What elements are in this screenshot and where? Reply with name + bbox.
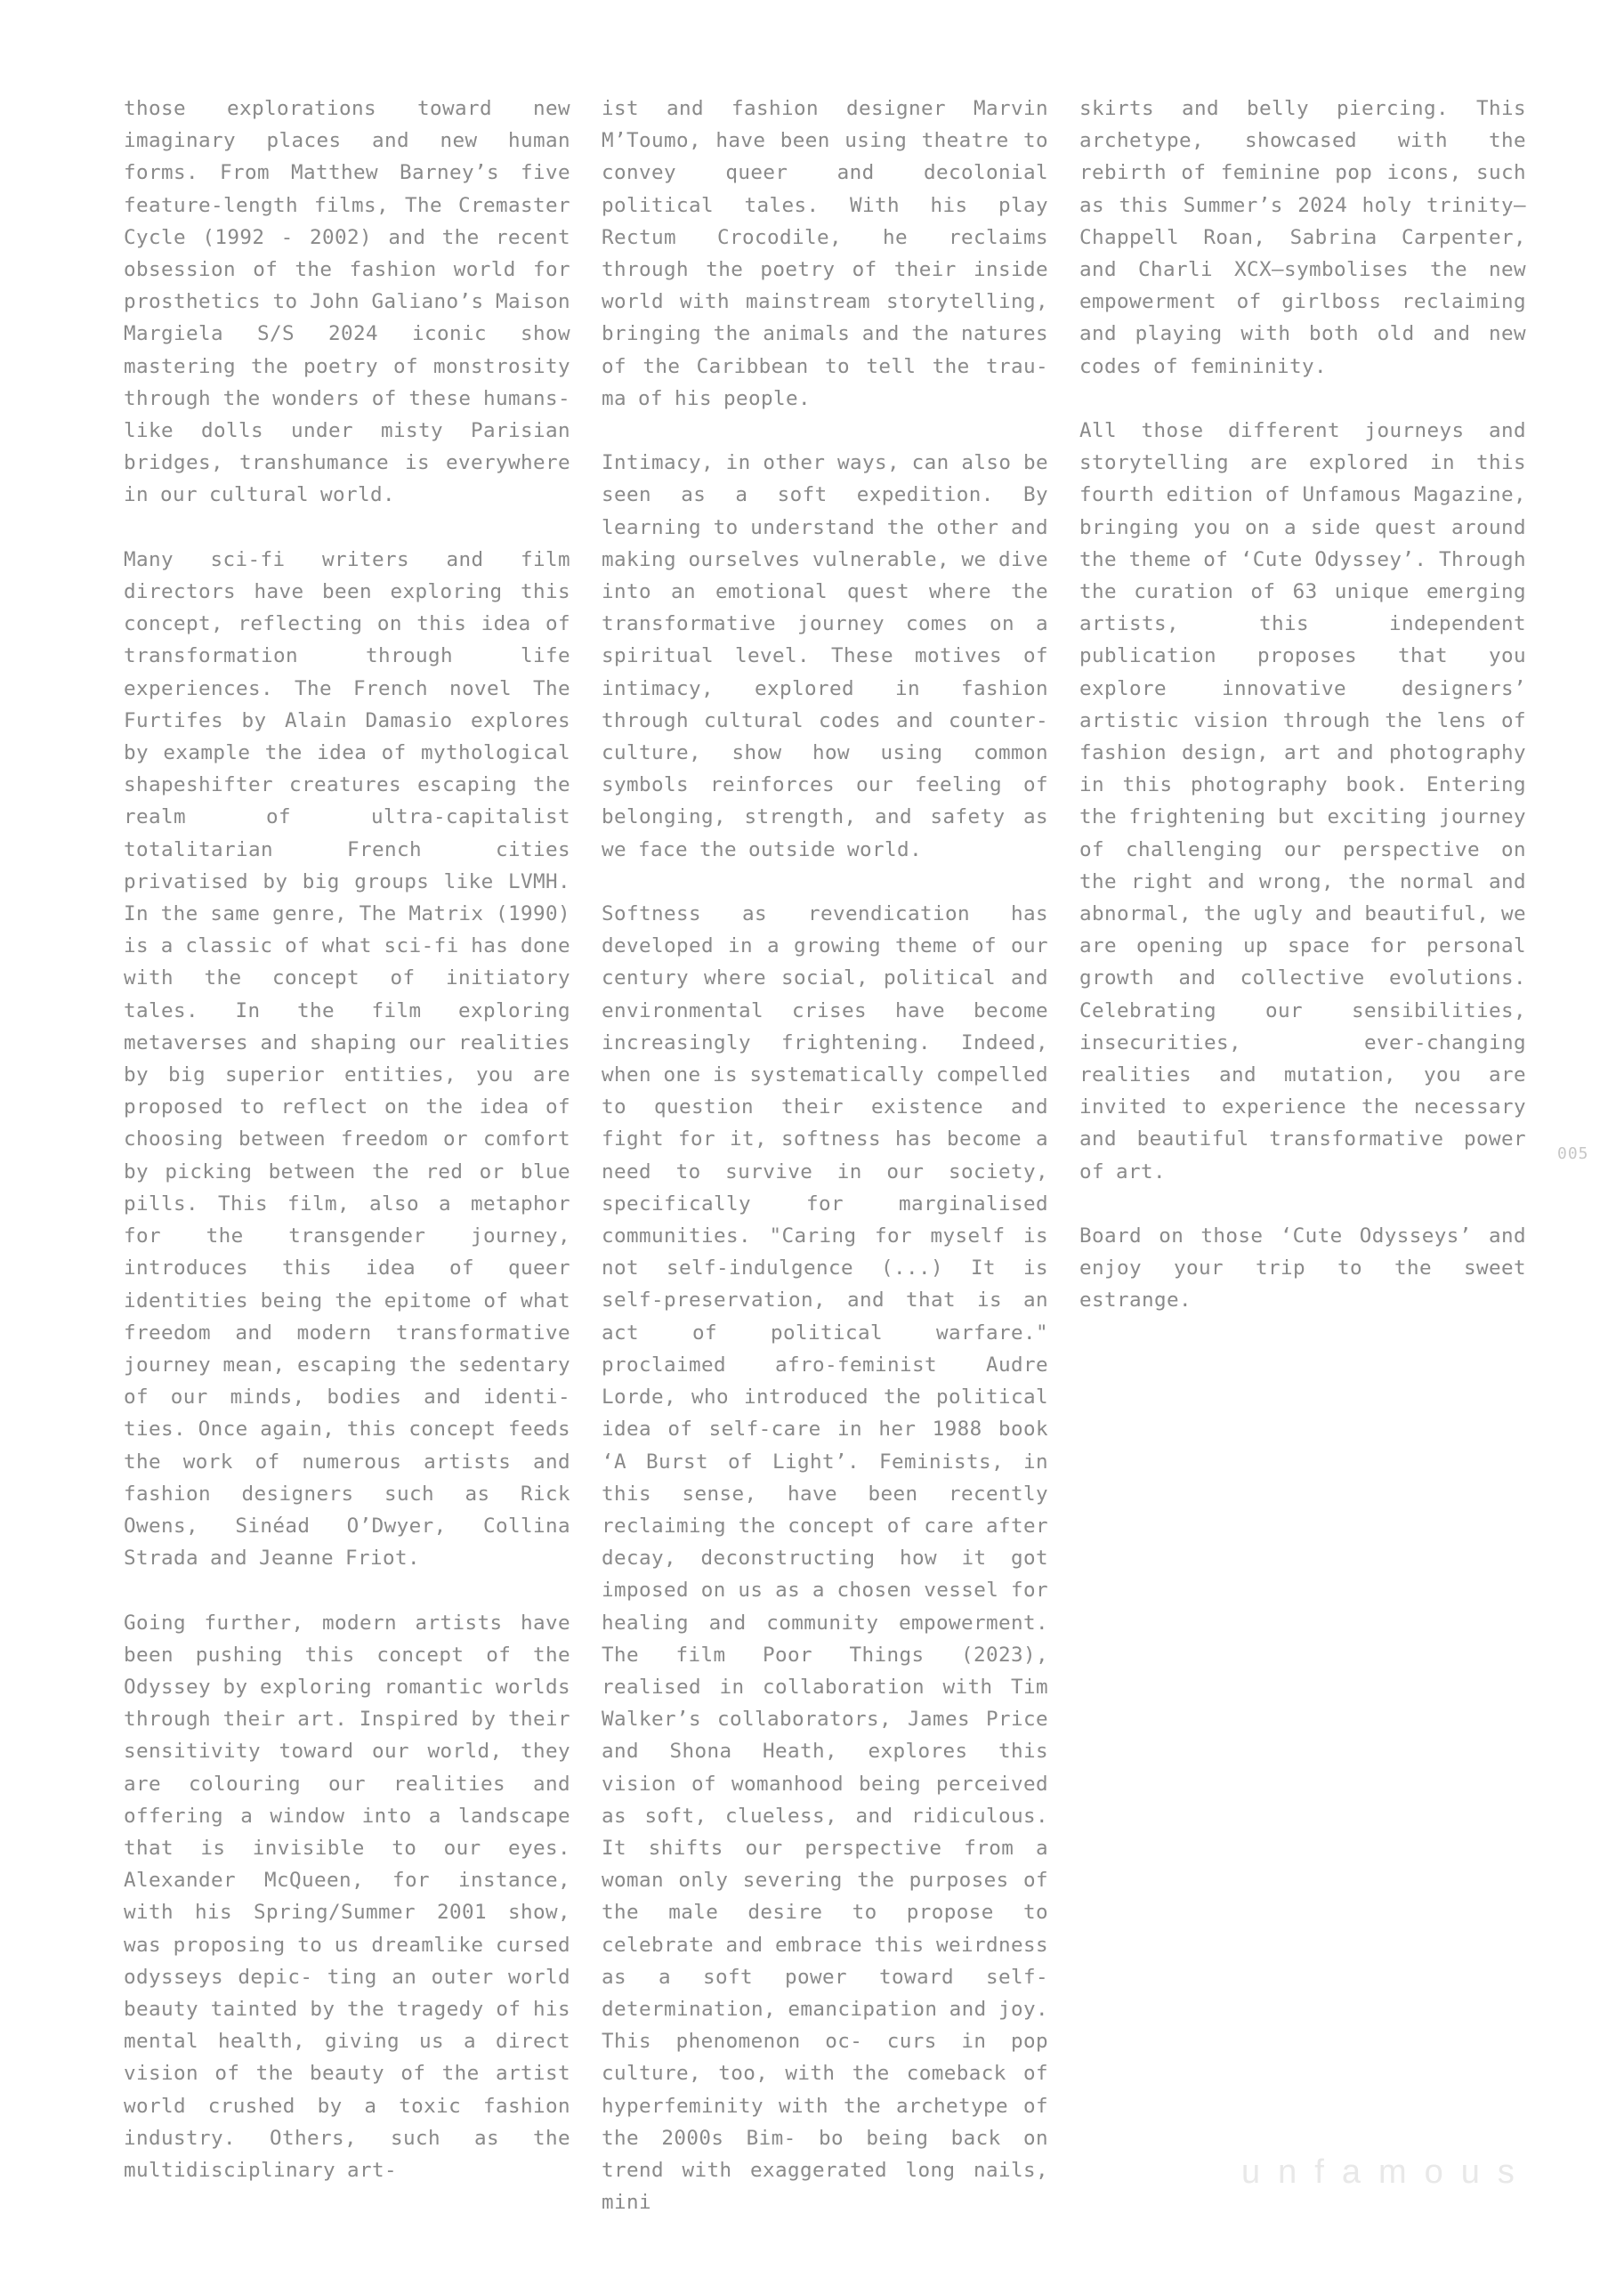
brand-wordmark: unfamous	[1241, 2153, 1532, 2191]
text-column-1	[124, 93, 570, 2218]
page-number: 005	[1557, 1144, 1589, 1163]
text-column-3	[1079, 93, 1526, 1349]
paragraph: Intimacy, in other ways, can also be seen as a soft expedition. By learning to understand the other and making ourselves vulnerable, we dive into an emotional quest where the transformative journey comes on a spiritual level. These motives of intimacy, explored in fashion through cultural codes and counter-culture, show how using common symbols reinforces our feeling of belonging, strength, and safety as we face the outside world.	[602, 451, 1048, 861]
paragraph: ist and fashion designer Marvin M’Toumo, have been using theatre to convey queer and decolonial political tales. With his play Rectum Crocodile, he reclaims through the poetry of their inside world with mainstream storytelling, bringing the animals and the natures of the Caribbean to tell the trau- ma of his people.	[602, 97, 1048, 410]
paragraph: those explorations toward new imaginary places and new human forms. From Matthew Barney’s five feature-length films, The Cremaster Cycle (1992 - 2002) and the recent obsession of the fashion world for prosthetics to John Galiano’s Maison Margiela S/S 2024 iconic show mastering the poetry of monstrosity through the wonders of these humans-like dolls under misty Parisian bridges, transhumance is everywhere in our cultural world.	[124, 97, 570, 507]
paragraph: Many sci-fi writers and film directors have been exploring this concept, reflecting on this idea of transformation through life experiences. The French novel The Furtifes by Alain Damasio explores by example the idea of mythological shapeshifter creatures escaping the realm of ultra-capitalist totalitarian French cities privatised by big groups like LVMH. In the same genre, The Matrix (1990) is a classic of what sci-fi has done with the concept of initiatory tales. In the film exploring metaverses and shaping our realities by big superior entities, you are proposed to reflect on the idea of choosing between freedom or comfort by picking between the red or blue pills. This film, also a metaphor for the transgender journey, introduces this idea of queer identities being the epitome of what freedom and modern transformative journey mean, escaping the sedentary of our minds, bodies and identi- ties. Once again, this concept feeds the work of numerous artists and fashion designers such as Rick Owens, Sinéad O’Dwyer, Collina Strada and Jeanne Friot.	[124, 547, 570, 1571]
paragraph: All those different journeys and storytelling are explored in this fourth edition of Unfamous Magazine, bringing you on a side quest around the theme of ‘Cute Odyssey’. Through the curation of 63 unique emerging artists, this independent publication proposes that you explore innovative designers’ artistic vision through the lens of fashion design, art and photography in this photography book. Entering the frightening but exciting journey of challenging our perspective on the right and wrong, the normal and abnormal, the ugly and beautiful, we are opening up space for personal growth and collective evolutions. Celebrating our sensibilities, insecurities, ever-changing realities and mutation, you are invited to experience the necessary and beautiful transformative power of art.	[1079, 419, 1526, 1183]
paragraph: Going further, modern artists have been pushing this concept of the Odyssey by exploring romantic worlds through their art. Inspired by their sensitivity toward our world, they are colouring our realities and offering a window into a landscape that is invisible to our eyes. Alexander McQueen, for instance, with his Spring/Summer 2001 show, was proposing to us dreamlike cursed odysseys depic- ting an outer world beauty tainted by the tragedy of his mental health, giving us a direct vision of the beauty of the artist world crushed by a toxic fashion industry. Others, such as the multidisciplinary art-	[124, 1611, 570, 2182]
paragraph: skirts and belly piercing. This archetype, showcased with the rebirth of feminine pop icons, such as this Summer’s 2024 holy trinity—Chappell Roan, Sabrina Carpenter, and Charli XCX—symbolises the new empowerment of girlboss reclaiming and playing with both old and new codes of femininity.	[1079, 97, 1526, 378]
text-column-2	[602, 93, 1048, 2251]
paragraph: Softness as revendication has developed in a growing theme of our century where social, political and environmental crises have become increasingly frightening. Indeed, when one is systematically compelled to question their existence and fight for it, softness has become a need to survive in our society, specifically for marginalised communities. "Caring for myself is not self-indulgence (...) It is self-preservation, and that is an act of political warfare." proclaimed afro-feminist Audre Lorde, who introduced the political idea of self-care in her 1988 book ‘A Burst of Light’. Feminists, in this sense, have been recently reclaiming the concept of care after decay, deconstructing how it got imposed on us as a chosen vessel for healing and community empowerment. The film Poor Things (2023), realised in collaboration with Tim Walker’s collaborators, James Price and Shona Heath, explores this vision of womanhood being perceived as soft, clueless, and ridiculous. It shifts our perspective from a woman only severing the purposes of the male desire to propose to celebrate and embrace this weirdness as a soft power toward self-determination, emancipation and joy. This phenomenon oc- curs in pop culture, too, with the comeback of hyperfeminity with the archetype of the 2000s Bim- bo being back on trend with exaggerated long nails, mini	[602, 902, 1048, 2215]
paragraph: Board on those ‘Cute Odysseys’ and enjoy your trip to the sweet estrange.	[1079, 1224, 1526, 1313]
